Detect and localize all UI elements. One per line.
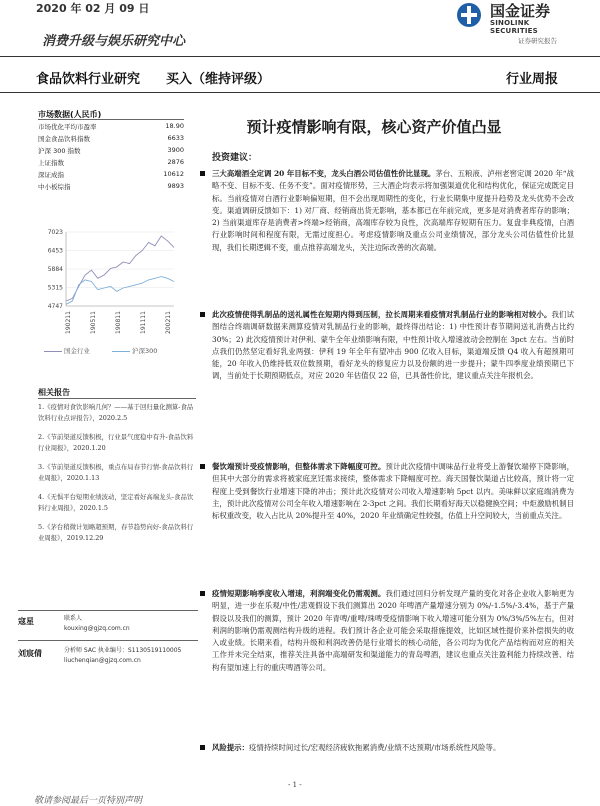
bullet-square-icon [200,745,205,750]
index-line-chart [34,226,184,360]
analyst-2-name: 刘宸倩 [18,648,42,658]
report-main-title: 预计疫情影响有限，核心资产价值凸显 [246,118,502,136]
chart-x-tick-label: 190511 [90,311,97,334]
chart-y-tick-label: 5315 [47,284,63,292]
chart-x-tick-label: 191111 [140,311,147,334]
legend-label-industry: 国金行业 [64,347,90,355]
related-report-item[interactable]: 1.《疫情对食饮影响几何？——基于回归量化测算-食品饮料行业点评报告》，2020.2.5 [38,403,194,422]
analyst-1-name: 寇星 [18,616,34,626]
industry-rating-title: 食品饮料行业研究 买入（维持评级） [36,72,271,87]
paragraph-baijiu [212,168,574,254]
market-row: 国金食品饮料指数 6633 [38,134,184,143]
chart-legend [44,346,184,356]
footer-disclaimer: 敬请参阅最后一页特别声明 [34,796,143,806]
market-row: 市场优化平均市盈率 18.90 [38,122,184,131]
legend-swatch-hs300 [112,351,130,352]
paragraph-baijiu-lead: 三大高端酒全定调 20 年目标不变，龙头白酒公司估值性价比显现。 [212,169,436,178]
paragraph-beer-lead: 疫情短期影响季度收入增速，利润端变化仍需观测。 [212,589,386,598]
paragraph-risk-lead: 风险提示： [212,743,249,752]
related-reports-title: 相关报告 [38,388,70,397]
related-report-item[interactable]: 2.《节前渠道反馈积极，行业景气度稳中有升-食品饮料行业周报》，2020.1.20 [38,433,194,452]
paragraph-baijiu-body: 茅台、五粮液、泸州老窖定调 2020 年“战略不变、目标不变、任务不变”。面对疫情形势，三大酒企均表示将加强渠道优化和结构优化，保证完成既定目标。当前疫情对白酒行业影响偏短期，但不会出现周期性的变化，行业长期集中度提升趋势及龙头优势不会改变。渠道调研反馈如下：1) 对厂商、经销商出货无影响，基本都已在年前完成，更多是对消费者库存的影响；2) 当前渠道库存是消费者>终端>经销商，高端库存较为良性，次高端库存短期有压力。复盘非典疫情，白酒行业影响时间和程度有限，无需过度担心。考虑疫情影响及重点公司业绩情况，部分龙头公司估值性价比显现，我们长期逻辑不变，重点推荐高端龙头，关注边际改善的次高端。 [212,169,574,252]
logo-cn-text: 国金证券 [490,2,551,20]
legend-label-hs300: 沪深300 [132,347,158,355]
bullet-square-icon [200,591,205,596]
logo-mark-icon [456,2,482,28]
analyst-rule-2 [18,640,198,641]
analyst-1-email[interactable]: kouxing@gjzq.com.cn [64,625,130,632]
page-number: - 1 - [288,781,302,789]
analyst-2-role: 分析师 SAC 执业编号：S1130519110005 [64,647,182,654]
chart-x-tick-label: 200211 [165,311,172,334]
chart-series-line-0 [66,236,174,301]
analyst-2-email[interactable]: liuchenqian@gjzq.com.cn [64,657,141,664]
research-center-name: 消费升级与娱乐研究中心 [42,34,186,49]
related-report-item[interactable]: 5.《茅台稍微计划略超预期，春节趋势向好-食品饮料行业周报》，2019.12.29 [38,523,194,542]
chart-y-tick-label: 7023 [47,229,63,236]
report-date: 2020 年 02 月 09 日 [36,2,150,15]
market-row: 沪深 300 指数 3900 [38,146,184,155]
related-report-item[interactable]: 3.《节前渠道反馈积极，重点布局春节行情-食品饮料行业周报》，2020.1.13 [38,463,194,482]
paragraph-dairy-body: 我们试图结合终端调研数据来测算疫情对乳制品行业的影响，最终得出结论：1) 中性预计春节期间送礼消费占比约 30%；2) 此次疫情预计对伊利、蒙牛全年业绩影响有限，中性预计收入增速波动会控制在 3pct 左右。当前时点我们仍然坚定看好乳业两强：伊利 19 年全年有望冲击 900 亿收入目标，渠道端反馈 Q4 收入有超预期可能，20 年收入仍维持低双位数预期，看好龙头的修复应力以及份额的进一步提升；蒙牛四季度业绩预期已下调，当前处于长期预期低点，对应 2020 年估值仅 22 倍，已具备性价比，建议重点关注年报机会。 [212,310,574,381]
weekly-report-label: 行业周报 [506,72,559,87]
header-rule-top [0,56,600,57]
bullet-square-icon [200,312,205,317]
paragraph-condiment [212,461,574,522]
paragraph-beer-body: 我们通过回归分析发现产量的变化对各企业收入影响更为明显，进一步在乐观/中性/悲观假设下我们测算出 2020 年啤酒产量增速分别为 0%/-1.5%/-3.4%，基于产量假设以及我们的测算，预计 2020 年青啤/重啤/珠啤受疫情影响下收入增速可能分别为 0%/3%/5%左右，但对利润的影响仍需观测结构升级的进程。我们预计各企业可能会采取措施提效，比如区域性提价来补偿损失的收入或业绩。长期来看，结构升级和利润改善仍是行业增长的核心动能，各公司均为优化产品结构而对应的相关工作并未完全结束，推荐关注具备中高端研发和渠道能力的青岛啤酒，建议也重点关注盈利能力持续改善、结构有望加速上行的重庆啤酒等公司。 [212,589,574,672]
legend-swatch-industry [44,351,62,352]
chart-y-tick-label: 6453 [47,247,63,255]
investment-suggestion-heading: 投资建议： [212,153,258,163]
chart-y-tick-label: 5884 [47,266,63,274]
bullet-square-icon [200,171,205,176]
market-row: 中小板综指 9893 [38,182,184,191]
market-data-rule [38,119,184,120]
market-row: 上证指数 2876 [38,158,184,167]
chart-x-tick-label: 190811 [115,311,122,334]
market-row: 深证成指 10612 [38,170,184,179]
paragraph-dairy-lead: 此次疫情使得乳制品的送礼属性在短期内得到压制，拉长周期来看疫情对乳制品行业的影响相对较小。 [212,310,552,319]
paragraph-condiment-body: 预计此次疫情中调味品行业将受上游餐饮端停下降影响，但其中大部分的需求将被家庭烹饪需求接续，整体需求下降幅度可控。海天国餐饮渠道占比较高，预计将一定程度上受到餐饮行业增速下降的冲击；预计此次疫情对公司收入增速影响 5pct 以内。美味鲜以家庭端消费为主，预计此次疫情对公司全年收入增速影响在 2-3pct 之间。我们长期看好海天以稳健换空间；中炬激励机制目标权重改变，收入占比从 20%提升至 40%，2020 年业绩确定性较强，估值上升空间较大，当前重点关注。 [212,462,574,521]
analyst-rule-1 [18,610,198,611]
chart-y-tick-label: 4747 [47,303,63,310]
header-rule-bottom [0,92,600,93]
paragraph-dairy [212,309,574,383]
paragraph-beer [212,588,574,674]
related-report-item[interactable]: 4.《无惧平台短期业绩波动，坚定看好高端龙头-食品饮料行业周报》，2020.1.5 [38,493,194,512]
logo-en-text: SINOLINK SECURITIES [490,19,538,35]
related-reports-rule [38,398,196,399]
market-data-title: 市场数据(人民币) [38,110,102,119]
chart-x-tick-label: 190211 [65,311,72,334]
analyst-1-role: 联系人 [64,615,83,622]
sinolink-logo [452,2,562,35]
report-type-tag: 证券研究报告 [518,37,557,45]
paragraph-condiment-lead: 餐饮端预计受疫情影响，但整体需求下降幅度可控。 [212,462,386,471]
paragraph-risk-body: 疫情持续时间过长/宏观经济疲软拖累消费/业绩不达预期/市场系统性风险等。 [248,743,501,752]
bullet-square-icon [200,464,205,469]
paragraph-risk [212,742,574,754]
